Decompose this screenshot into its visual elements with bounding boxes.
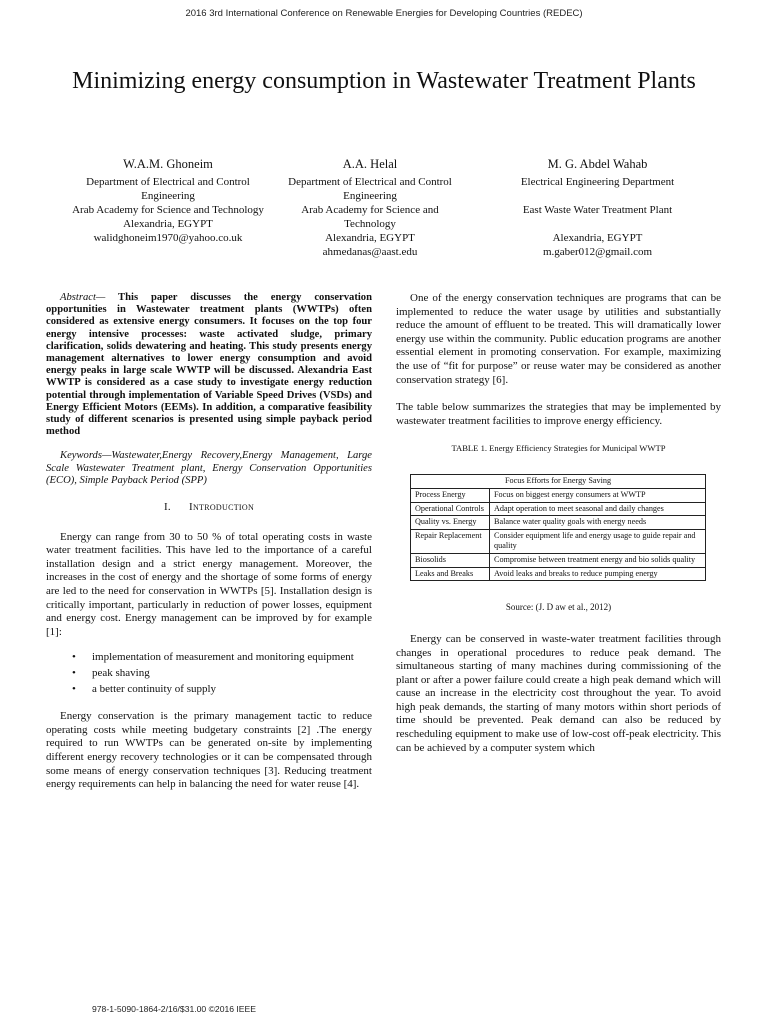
- abstract-text: This paper discusses the energy conservation opportunities in Wastewater treatment plants (WWTPs) often considered as extensive energy consumers. It focuses on the top four energy intensive processes: waste activated sludge, primary clarification, solids dewatering and heating. This study presents energy management alternatives to lower energy consumption and avoid energy peaks in large scale WWTP will be discussed. Alexandria East WWTP is considered as a case study to investigate energy reduction potential through implementation of Variable Speed Drives (VSDs) and Energy Efficient Motors (EEMs). In addition, a comparative feasibility study of different scenarios is presented using simple payback period method: [46, 292, 372, 438]
- table-row: [411, 553, 706, 567]
- list-item: • implementation of measurement and monitoring equipment: [72, 651, 354, 664]
- author-affiliation: Department of Electrical and Control Engineering: [86, 176, 250, 202]
- list-item: • peak shaving: [72, 666, 150, 679]
- table-cell: Process Energy: [411, 488, 490, 502]
- author-name: A.A. Helal: [342, 157, 398, 171]
- right-column: [396, 292, 721, 769]
- table-cell: Adapt operation to meet seasonal and daily changes: [490, 502, 706, 516]
- author-email[interactable]: m.gaber012@gmail.com: [542, 246, 653, 258]
- table-cell: Compromise between treatment energy and bio solids quality: [490, 553, 706, 567]
- table-row: [411, 567, 706, 581]
- table-cell: Quality vs. Energy: [411, 516, 490, 530]
- author-name: W.A.M. Ghoneim: [123, 157, 213, 171]
- author-affiliation: Department of Electrical and Control Engineering: [288, 176, 452, 202]
- intro-paragraph-2: Energy conservation is the primary management tactic to reduce operating costs while meeting budgetary constraints [2] .The energy required to run WWTPs can be generated on-site by implementing different energy recovery technologies or it can be compensated through some means of energy conservation techniques [3]. Reducing treatment energy requirements can help in balancing the need for water reuse [4].: [46, 710, 372, 791]
- author-location: Alexandria, EGYPT: [325, 232, 415, 244]
- author-name: M. G. Abdel Wahab: [547, 157, 648, 171]
- author-affiliation: Electrical Engineering Department: [520, 176, 675, 188]
- table-row: [411, 516, 706, 530]
- keywords: Keywords—Wastewater,Energy Recovery,Energy Management, Large Scale Wastewater Treatment plant, Energy Conservation Opportunities (ECO), Simple Payback Period (SPP): [46, 450, 372, 486]
- table-row: [411, 502, 706, 516]
- bullet-icon: •: [72, 682, 76, 695]
- bullet-icon: •: [72, 666, 76, 679]
- left-column: [46, 292, 372, 806]
- paper-title: Minimizing energy consumption in Wastewater Treatment Plants: [72, 68, 696, 94]
- table-cell: Repair Replacement: [411, 530, 490, 554]
- copyright-footer: 978-1-5090-1864-2/16/$31.00 ©2016 IEEE: [92, 1004, 257, 1014]
- table-cell: Balance water quality goals with energy needs: [490, 516, 706, 530]
- right-paragraph-1: One of the energy conservation techniques are programs that can be implemented to reduce the water usage by utilities and substantially reduce the amount of effluent to be treated. This will dramatically lower energy use within the community. Public education programs are another essential element in promoting conservation. For example, maximizing the use of “fit for purpose” or reuse water may be considered as another conservation strategy [6].: [396, 292, 721, 386]
- author-2: [280, 156, 460, 259]
- table-row: [411, 488, 706, 502]
- running-header: 2016 3rd International Conference on Renewable Energies for Developing Countries (REDEC): [185, 8, 583, 19]
- table-cell: Operational Controls: [411, 502, 490, 516]
- table-cell: Leaks and Breaks: [411, 567, 490, 581]
- author-1: [58, 156, 278, 245]
- abstract: [46, 292, 372, 438]
- author-email[interactable]: walidghoneim1970@yahoo.co.uk: [93, 232, 243, 244]
- table-cell: Avoid leaks and breaks to reduce pumping energy: [490, 567, 706, 581]
- table-source: Source: (J. D aw et al., 2012): [505, 602, 612, 613]
- table-caption: TABLE 1. Energy Efficiency Strategies for Municipal WWTP: [451, 443, 666, 454]
- section-number: I.: [163, 501, 171, 514]
- bullet-list: [46, 651, 372, 696]
- author-affiliation: Arab Academy for Science and Technology: [301, 204, 439, 230]
- author-location: Alexandria, EGYPT: [123, 218, 213, 230]
- author-email[interactable]: ahmedanas@aast.edu: [322, 246, 418, 258]
- energy-strategies-table: [410, 474, 706, 581]
- section-heading-introduction: [46, 501, 372, 515]
- section-title: Introduction: [188, 501, 255, 514]
- table-cell: Consider equipment life and energy usage to guide repair and quality: [490, 530, 706, 554]
- table-cell: Focus on biggest energy consumers at WWTP: [490, 488, 706, 502]
- abstract-label: Abstract—: [60, 292, 106, 303]
- table-cell: Biosolids: [411, 553, 490, 567]
- author-3: [490, 156, 705, 259]
- author-location: Alexandria, EGYPT: [552, 232, 643, 244]
- table-row: [411, 530, 706, 554]
- intro-paragraph-1: Energy can range from 30 to 50 % of total operating costs in waste water treatment facilities. This have led to the importance of a careful installation design and a strict energy management. Moreover, the increases in the cost of energy and the shortage of some forms of energy are led to the need for conservation in WWTPs [5]. Installation design is critically important, particularly in reduction of power losses, equipment and energy cost. Energy management can be improved by for example [1]:: [46, 530, 372, 638]
- table-header: Focus Efforts for Energy Saving: [411, 474, 706, 488]
- right-paragraph-3: Energy can be conserved in waste-water treatment facilities through changes in operational procedures to reduce peak demand. The simultaneous starting of many machines during commissioning of the plant or after a power failure could create a high peak demand which will cause an increase in the electricity cost throughout the year. To avoid high peak demands, the starting of many motors within short periods of time should be prevented. Peak demand can also be reduced by rescheduling equipment to make use of low-cost off-peak electricity. This can be achieved by a computer system which: [396, 632, 721, 754]
- bullet-icon: •: [72, 651, 76, 664]
- author-affiliation: Arab Academy for Science and Technology: [72, 204, 264, 216]
- table-header-row: [411, 474, 706, 488]
- author-affiliation: East Waste Water Treatment Plant: [522, 204, 673, 216]
- right-paragraph-2: The table below summarizes the strategies that may be implemented by wastewater treatment facilities to improve energy efficiency.: [396, 401, 721, 427]
- list-item: • a better continuity of supply: [72, 682, 217, 695]
